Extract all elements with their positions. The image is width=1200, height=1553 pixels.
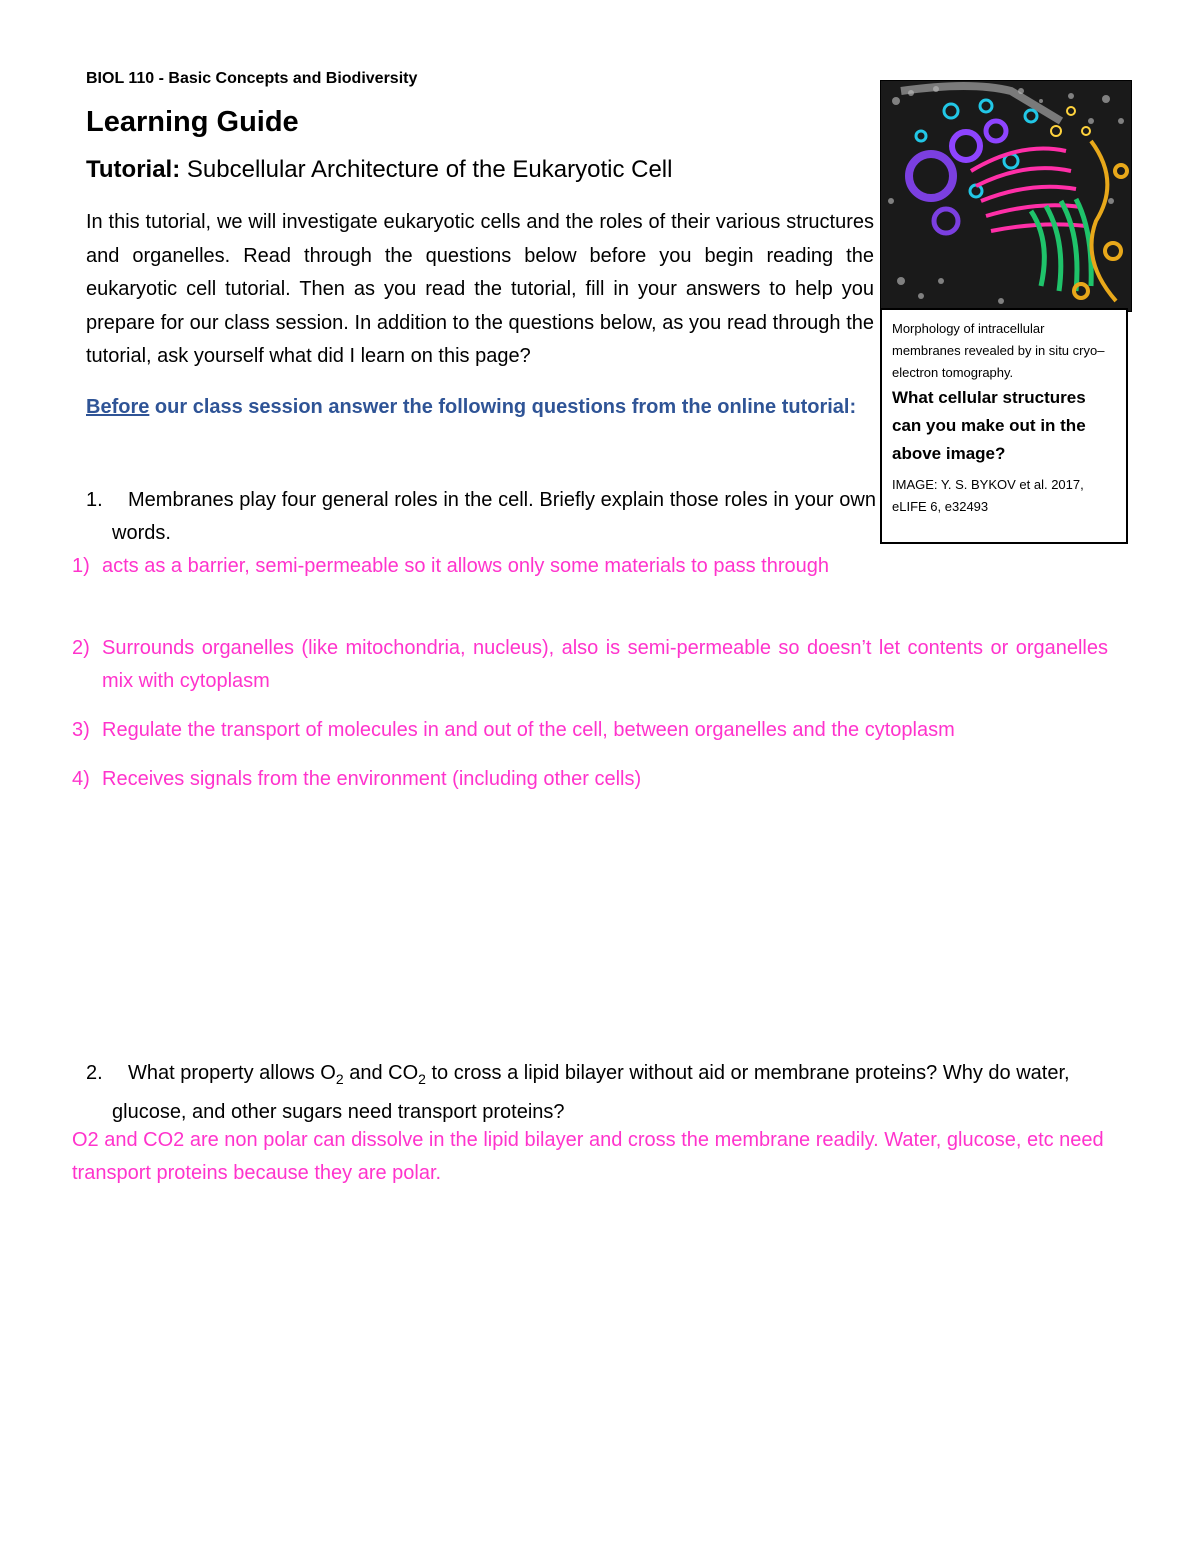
- cryo-tomography-image: [880, 80, 1132, 312]
- subtitle-text: Subcellular Architecture of the Eukaryotic Cell: [186, 156, 673, 183]
- answer-1-1: [72, 550, 880, 583]
- answer-1-2: [72, 632, 1108, 698]
- question-2: [86, 1057, 1110, 1129]
- image-caption-box: [880, 308, 1128, 544]
- answer-2: O2 and CO2 are non polar can dissolve in the lipid bilayer and cross the membrane readily. Water, glucose, etc need transport proteins because they are polar.: [72, 1129, 1104, 1184]
- answer-text: Regulate the transport of molecules in and out of the cell, between organelles and the cytoplasm: [102, 719, 955, 741]
- question-1: [86, 484, 876, 550]
- instructions: [86, 396, 856, 419]
- answer-number: 2): [72, 637, 90, 659]
- subtitle-label: Tutorial:: [86, 156, 181, 183]
- intro-paragraph: In this tutorial, we will investigate eukaryotic cells and the roles of their various structures and organelles. Read through the questions below before you begin reading the eukaryotic cell tutorial. Then as you read the tutorial, fill in your answers to help you prepare for our class session. In addition to the questions below, as you read through the tutorial, ask yourself what did I learn on this page?: [86, 211, 874, 367]
- caption-description: Morphology of intracellular membranes revealed by in situ cryo–electron tomography.: [892, 321, 1105, 380]
- subtitle: [86, 156, 672, 184]
- question-2-text: What property allows $O_2$ and $CO_2$ to cross a lipid bilayer without aid or membrane proteins? Why do water, glucose, and other sugars need transport proteins?: [112, 1062, 1070, 1123]
- page-title: Learning Guide: [86, 106, 299, 138]
- question-2-number: 2.: [86, 1062, 103, 1084]
- answer-1-4: [72, 763, 1108, 796]
- before-underlined: Before: [86, 396, 150, 418]
- answer-text: Surrounds organelles (like mitochondria, nucleus), also is semi-permeable so doesn’t let contents or organelles mix with cytoplasm: [102, 637, 1108, 692]
- answer-text: Receives signals from the environment (including other cells): [102, 768, 642, 790]
- image-credit: IMAGE: Y. S. BYKOV et al. 2017, eLIFE 6, e32493: [892, 477, 1084, 514]
- question-1-text: Membranes play four general roles in the cell. Briefly explain those roles in your own words.: [112, 489, 876, 544]
- answer-text: acts as a barrier, semi-permeable so it allows only some materials to pass through: [102, 555, 829, 577]
- before-rest: our class session answer the following questions from the online tutorial:: [149, 396, 857, 418]
- question-1-number: 1.: [86, 489, 103, 511]
- caption-question: What cellular structures can you make out in the above image?: [892, 388, 1086, 463]
- answer-1-3: [72, 714, 1108, 747]
- answer-number: 4): [72, 768, 90, 790]
- course-title: BIOL 110 - Basic Concepts and Biodiversity: [86, 70, 418, 87]
- answer-number: 1): [72, 555, 90, 577]
- answer-number: 3): [72, 719, 90, 741]
